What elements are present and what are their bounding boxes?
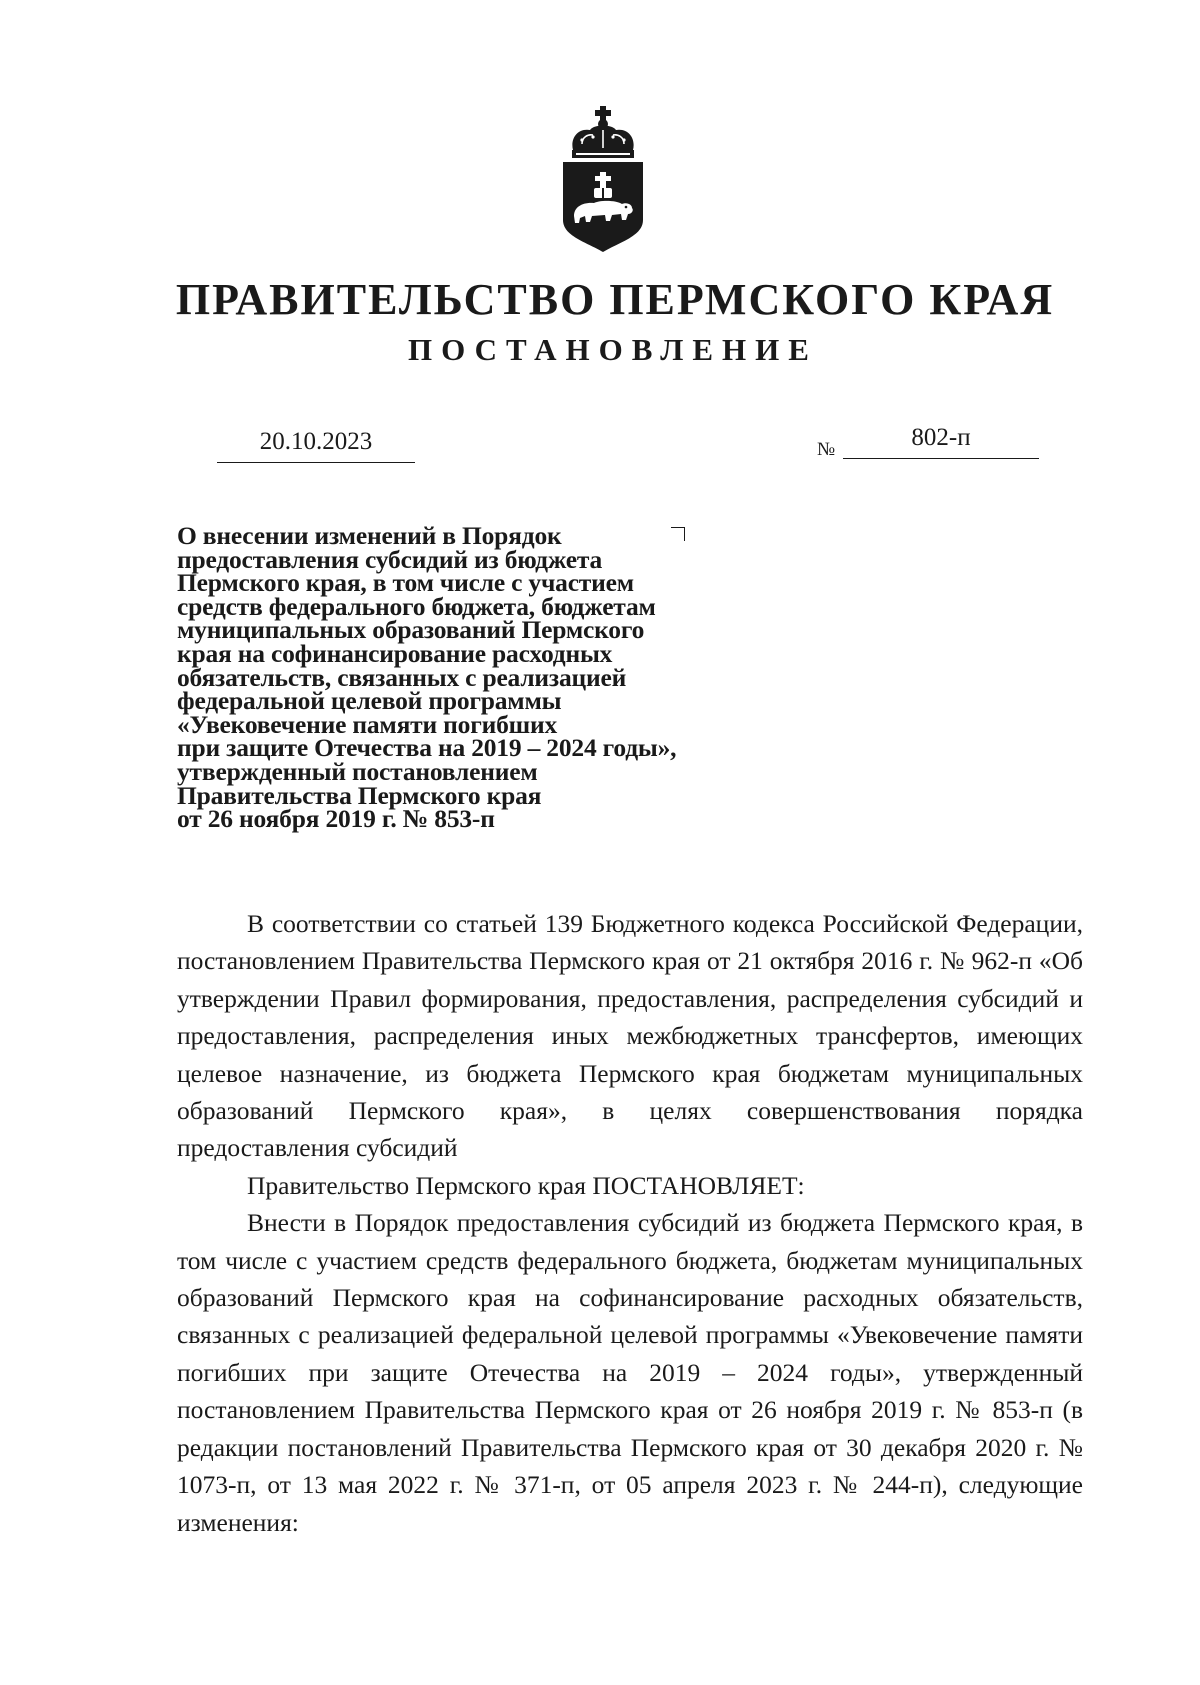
subject-line: обязательств, связанных с реализацией xyxy=(177,662,627,692)
document-kind-title: ПОСТАНОВЛЕНИЕ xyxy=(408,332,818,367)
subject-line: федеральной целевой программы xyxy=(177,686,562,716)
number-sign: № xyxy=(817,439,836,460)
subject-line: при защите Отечества на 2019 – 2024 годы», xyxy=(177,733,677,763)
subject-line: Пермского края, в том числе с участием xyxy=(177,568,634,598)
subject-line: предоставления субсидий из бюджета xyxy=(177,544,603,574)
body-paragraph-preamble: В соответствии со статьей 139 Бюджетного кодекса Российской Федерации, постановлением Правительства Пермского края от 21 октября 2016 г. № 962-п «Об утверждении Правил формирования, предоставления, распределения субсидий и предоставления, распределения иных межбюджетных трансфертов, имеющих целевое назначение, из бюджета Пермского края бюджетам муниципальных образований Пермского края», в целях совершенствования порядка предоставления субсидий xyxy=(177,909,1083,1163)
subject-line: Правительства Пермского края xyxy=(177,780,542,810)
document-number: 802-п xyxy=(843,418,1039,459)
subject-corner-mark xyxy=(671,527,685,541)
organization-title: ПРАВИТЕЛЬСТВО ПЕРМСКОГО КРАЯ xyxy=(175,275,1055,324)
subject-line: края на софинансирование расходных xyxy=(177,638,613,668)
subject-line: от 26 ноября 2019 г. № 853-п xyxy=(177,804,495,834)
subject-line: «Увековечение памяти погибших xyxy=(177,709,557,739)
subject-line: муниципальных образований Пермского xyxy=(177,615,645,645)
perm-krai-coat-of-arms-icon xyxy=(560,104,646,254)
subject-line: утвержденный постановлением xyxy=(177,756,538,786)
document-subject xyxy=(177,521,737,834)
subject-line: средств федерального бюджета, бюджетам xyxy=(177,591,656,621)
body-paragraph-amendment: Внести в Порядок предоставления субсидий из бюджета Пермского края, в том числе с участием средств федерального бюджета, бюджетам муниципальных образований Пермского края на софинансирование расходных обязательств, связанных с реализацией федеральной целевой программы «Увековечение памяти погибших при защите Отечества на 2019 – 2024 годы», утвержденный постановлением Правительства Пермского края от 26 ноября 2019 г. № 853-п (в редакции постановлений Правительства Пермского края от 30 декабря 2020 г. № 1073-п, от 13 мая 2022 г. № 371-п, от 05 апреля 2023 г. № 244-п), следующие изменения: xyxy=(177,1208,1083,1537)
document-body xyxy=(177,905,1083,1541)
document-date: 20.10.2023 xyxy=(217,422,415,463)
subject-line: О внесении изменений в Порядок xyxy=(177,521,562,550)
body-paragraph-resolves: Правительство Пермского края ПОСТАНОВЛЯЕТ: xyxy=(247,1170,805,1200)
